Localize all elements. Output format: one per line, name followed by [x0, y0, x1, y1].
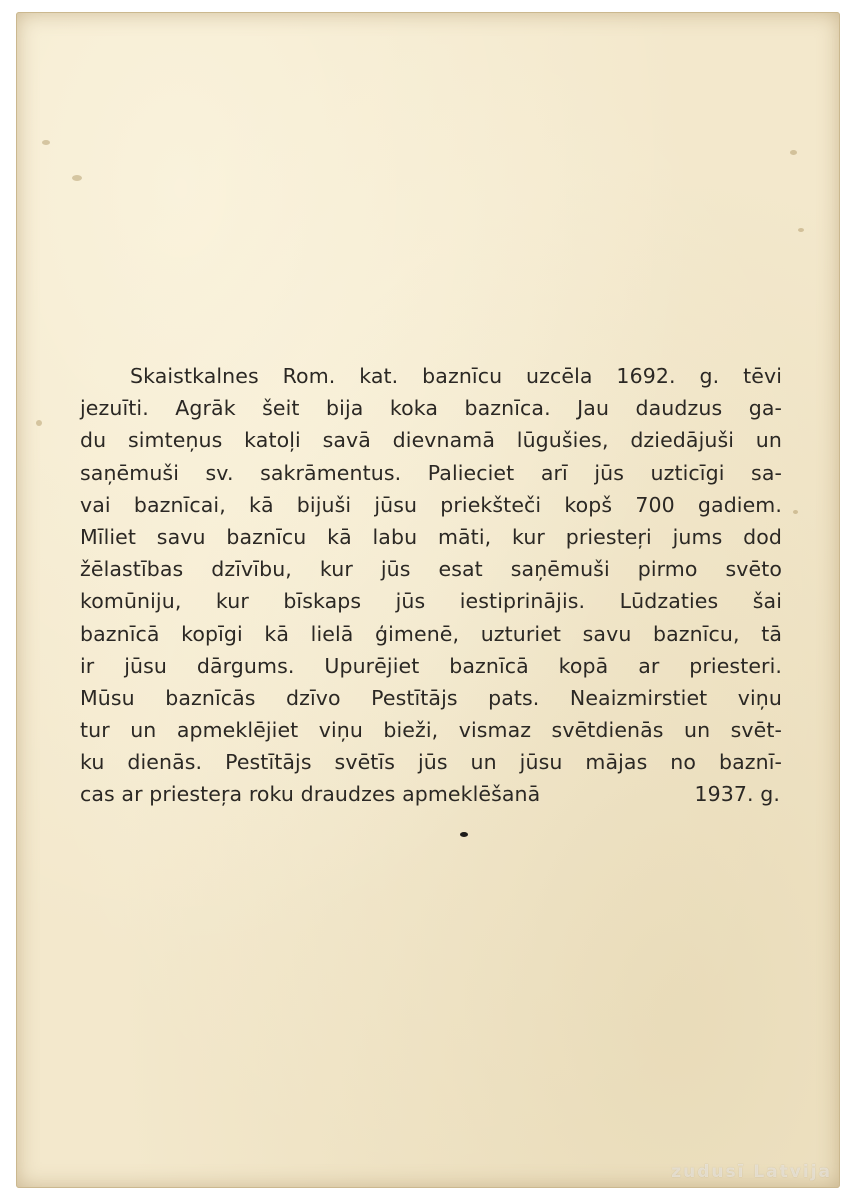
text-line: komūniju, kur bīskaps jūs iestiprinājis. Lūdzaties šai — [80, 589, 782, 614]
stain-mark — [42, 140, 50, 145]
year-label: 1937. g. — [694, 782, 780, 807]
text-line: Mūsu baznīcās dzīvo Pestītājs pats. Neaizmirstiet viņu — [80, 685, 782, 710]
stain-mark — [72, 175, 82, 181]
text-line: tur un apmeklējiet viņu bieži, vismaz svētdienās un svēt- — [80, 718, 782, 743]
text-line: baznīcā kopīgi kā lielā ģimenē, uzturiet savu baznīcu, tā — [80, 621, 782, 646]
text-line: du simteņus katoļi savā dievnamā lūgušies, dziedājuši un — [80, 428, 782, 453]
church-history-text — [80, 360, 782, 811]
text-line: saņēmuši sv. sakrāmentus. Palieciet arī jūs uzticīgi sa- — [80, 460, 782, 485]
text-line-final — [80, 778, 782, 810]
text-line: ku dienās. Pestītājs svētīs jūs un jūsu mājas no baznī- — [80, 750, 782, 775]
text-line: ir jūsu dārgums. Upurējiet baznīcā kopā ar priesteri. — [80, 653, 782, 678]
closing-text: cas ar priesteŗa roku draudzes apmeklēšanā — [80, 782, 541, 807]
ornament-dot — [460, 832, 468, 837]
stain-mark — [790, 150, 797, 155]
text-line: Skaistkalnes Rom. kat. baznīcu uzcēla 1692. g. tēvi — [130, 364, 782, 388]
stain-mark — [793, 510, 798, 514]
text-line: vai baznīcai, kā bijuši jūsu priekšteči kopš 700 gadiem. — [80, 492, 782, 517]
text-line: Mīliet savu baznīcu kā labu māti, kur priesteŗi jums dod — [80, 524, 782, 549]
text-line: jezuīti. Agrāk šeit bija koka baznīca. Jau daudzus ga- — [80, 396, 782, 421]
watermark: zudusī Latvija — [671, 1162, 832, 1182]
stain-mark — [36, 420, 42, 426]
stain-mark — [798, 228, 804, 232]
text-line: žēlastības dzīvību, kur jūs esat saņēmuši pirmo svēto — [80, 557, 782, 582]
